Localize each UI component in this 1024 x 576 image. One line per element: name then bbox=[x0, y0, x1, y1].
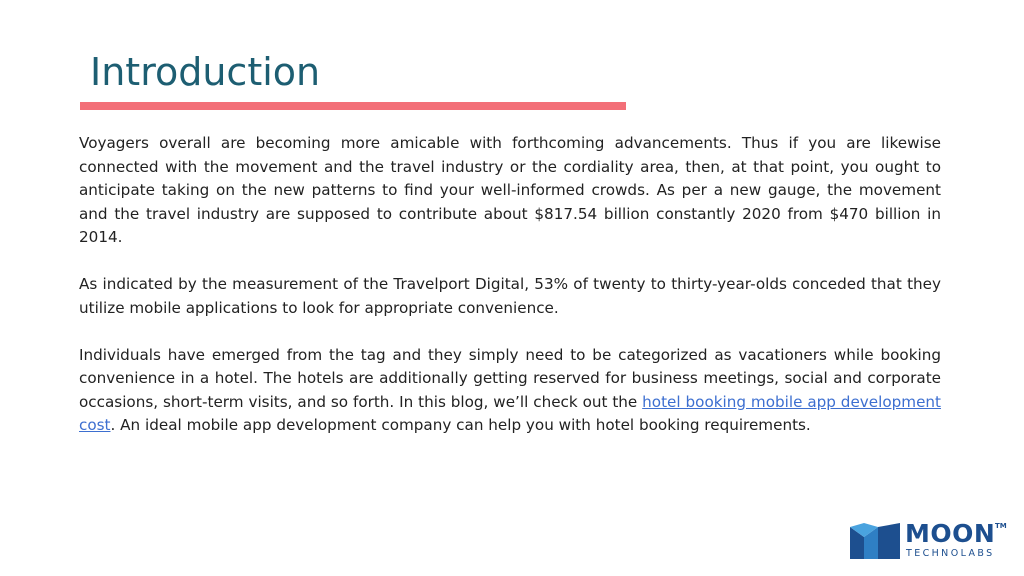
slide-title: Introduction bbox=[90, 50, 321, 94]
moon-technolabs-logo bbox=[850, 520, 1010, 562]
paragraph-3 bbox=[79, 344, 941, 438]
hotel-booking-cost-link[interactable]: hotel booking mobile app development cost bbox=[79, 392, 941, 434]
paragraph-3-text-before: Individuals have emerged from the tag and they simply need to be categorized as vacationers while booking convenience in a hotel. The hotels are additionally getting reserved for business meetings, social and corporate occasions, short-term visits, and so forth. In this blog, we’ll check out the bbox=[79, 345, 941, 411]
slide-body bbox=[79, 132, 941, 461]
title-underline-bar bbox=[80, 102, 626, 110]
moon-technolabs-logo-icon bbox=[850, 523, 900, 559]
paragraph-3-text-after: . An ideal mobile app development company can help you with hotel booking requirements. bbox=[110, 416, 811, 434]
logo-trademark: TM bbox=[995, 522, 1007, 530]
paragraph-2: As indicated by the measurement of the Travelport Digital, 53% of twenty to thirty-year-olds conceded that they utilize mobile applications to look for appropriate convenience. bbox=[79, 275, 941, 317]
logo-wordmark: MOON bbox=[905, 519, 996, 548]
paragraph-1: Voyagers overall are becoming more amicable with forthcoming advancements. Thus if you are likewise connected with the movement and the travel industry or the cordiality area, then, at that point, you ought to anticipate taking on the new patterns to find your well-informed crowds. As per a new gauge, the movement and the travel industry are supposed to contribute about $817.54 billion constantly 2020 from $470 billion in 2014. bbox=[79, 134, 941, 246]
logo-subtitle: TECHNOLABS bbox=[906, 548, 995, 559]
